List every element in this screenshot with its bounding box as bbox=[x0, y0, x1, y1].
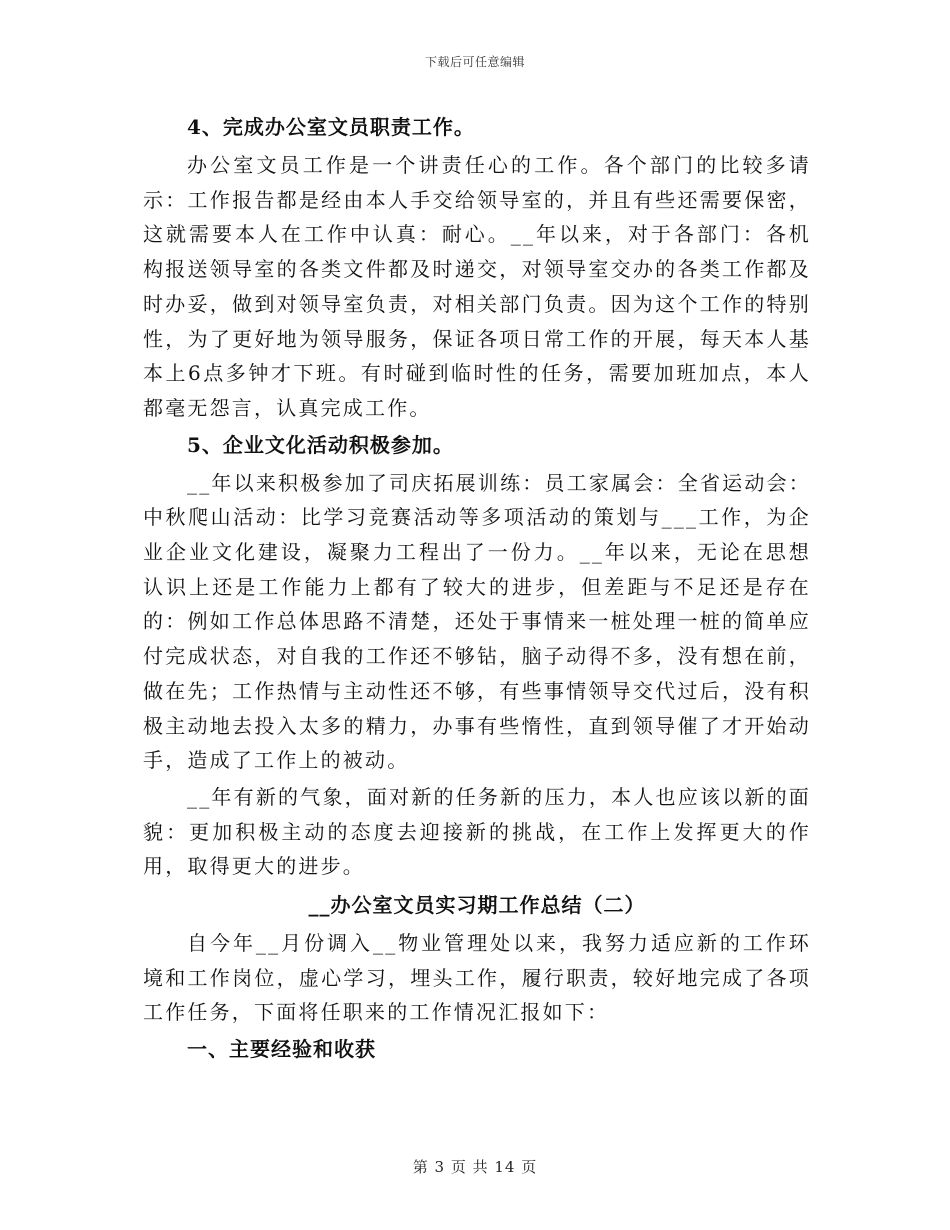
heading-item-4: 4、完成办公室文员职责工作。 bbox=[187, 115, 475, 139]
page-number-footer: 第 3 页 共 14 页 bbox=[412, 1158, 538, 1176]
section-title: __办公室文员实习期工作总结（二） bbox=[308, 893, 646, 918]
paragraph-new-year-outlook: __年有新的气象，面对新的任务新的压力，本人也应该以新的面貌：更加积极主动的态度去迎接新的挑战，在工作上发挥更大的作用，取得更大的进步。 bbox=[143, 784, 811, 879]
header-note: 下载后可任意编辑 bbox=[424, 55, 525, 69]
heading-item-5: 5、企业文化活动积极参加。 bbox=[187, 432, 454, 457]
document-body bbox=[143, 110, 811, 1070]
paragraph-introduction: 自今年__月份调入__物业管理处以来，我努力适应新的工作环境和工作岗位，虚心学习，埋头工作，履行职责，较好地完成了各项工作任务，下面将任职来的工作情况汇报如下： bbox=[143, 931, 811, 1025]
heading-main-experience: 一、主要经验和收获 bbox=[187, 1037, 376, 1062]
paragraph-clerk-duties: 办公室文员工作是一个讲责任心的工作。各个部门的比较多请示：工作报告都是经由本人手交给领导室的，并且有些还需要保密，这就需要本人在工作中认真：耐心。__年以来，对于各部门：各机构报送领导室的各类文件都及时递交，对领导室交办的各类工作都及时办妥，做到对领导室负责，对相关部门负责。因为这个工作的特别性，为了更好地为领导服务，保证各项日常工作的开展，每天本人基本上6点多钟才下班。有时碰到临时性的任务，需要加班加点，本人都毫无怨言，认真完成工作。 bbox=[143, 153, 811, 420]
paragraph-culture-activities: __年以来积极参加了司庆拓展训练：员工家属会：全省运动会：中秋爬山活动：比学习竞赛活动等多项活动的策划与___工作，为企业企业文化建设，凝聚力工程出了一份力。__年以来，无论在思想认识上还是工作能力上都有了较大的进步，但差距与不足还是存在的：例如工作总体思路不清楚，还处于事情来一桩处理一桩的简单应付完成状态，对自我的工作还不够钻，脑子动得不多，没有想在前，做在先；工作热情与主动性还不够，有些事情领导交代过后，没有积极主动地去投入太多的精力，办事有些惰性，直到领导催了才开始动手，造成了工作上的被动。 bbox=[143, 470, 811, 773]
